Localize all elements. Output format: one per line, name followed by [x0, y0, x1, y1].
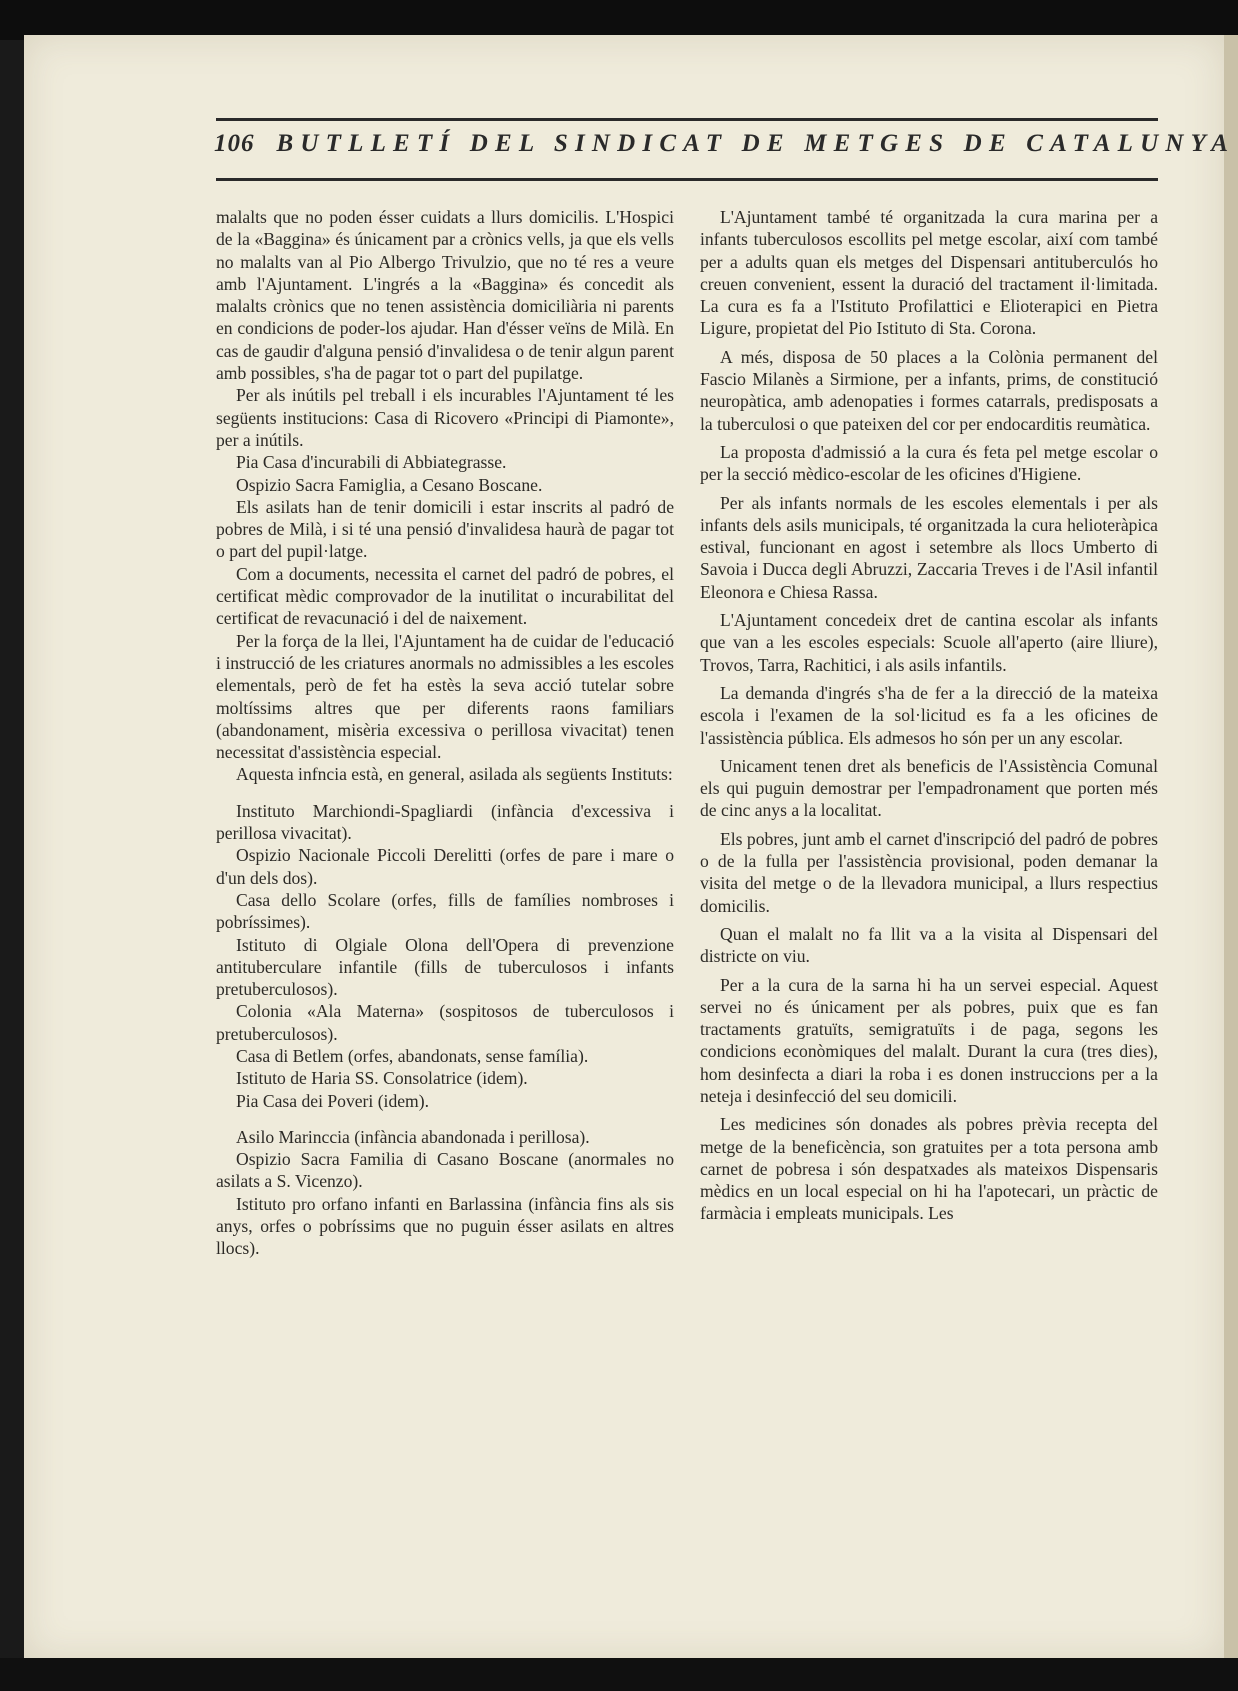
paragraph: Per la força de la llei, l'Ajuntament ha de cuidar de l'educació i instrucció de les criatures anormals no admissibles a les escoles elementals, però de fet ha estès la seva acció tutelar sobre moltíssims altres que per diferents raons familiars (abandonament, misèria excessiva o perillosa vivacitat) tenen necessitat d'assistència especial.: [216, 630, 674, 763]
paragraph: Unicament tenen dret als beneficis de l'Assistència Comunal els qui puguin demostrar per l'empadronament que porten més de cinc anys a la localitat.: [700, 755, 1158, 821]
paragraph: A més, disposa de 50 places a la Colònia permanent del Fascio Milanès a Sirmione, per a infants, prims, de constitució neuropàtica, amb adenopaties i formes catarrals, predisposats a la tuberculosi o que pateixen del cor per endocarditis reumàtica.: [700, 346, 1158, 434]
paragraph: Per als infants normals de les escoles elementals i per als infants dels asils municipals, té organitzada la cura helioteràpica estival, funcionant en agost i setembre als llocs Umberto di Savoia i Ducca degli Abruzzi, Zaccaria Treves i de l'Asil infantil Eleonora e Chiesa Rassa.: [700, 492, 1158, 602]
scan-top-border: [0, 0, 1238, 40]
list-item: Colonia «Ala Materna» (sospitosos de tuberculosos i pretuberculosos).: [216, 1001, 674, 1044]
paragraph: Aquesta infncia està, en general, asilada als següents Instituts:: [236, 764, 673, 785]
page-edge: [1224, 35, 1238, 1660]
page-number: 106: [214, 130, 255, 157]
list-item: Pia Casa dei Poveri (idem).: [236, 1090, 429, 1111]
paragraph: La demanda d'ingrés s'ha de fer a la direcció de la mateixa escola i l'examen de la sol·licitud es fa a les oficines de l'assistència pública. Els admesos ho són per un any escolar.: [700, 682, 1158, 748]
list-item: Istituto de Haria SS. Consolatrice (idem).: [236, 1068, 528, 1089]
header-rule-bottom: [216, 178, 1158, 181]
paragraph: L'Ajuntament concedeix dret de cantina escolar als infants que van a les escoles especials: Scuole all'aperto (aire lliure), Trovos, Tarra, Rachitici, i als asils infantils.: [700, 610, 1158, 675]
list-item: Asilo Marinccia (infància abandonada i perillosa).: [236, 1126, 590, 1147]
paragraph: Ospizio Sacra Famiglia, a Cesano Boscane.: [236, 474, 543, 495]
list-item: Casa dello Scolare (orfes, fills de famílies nombroses i pobríssimes).: [216, 889, 674, 933]
list-item: Casa di Betlem (orfes, abandonats, sense família).: [236, 1045, 589, 1066]
running-header: [214, 130, 1236, 170]
paragraph: Pia Casa d'incurabili di Abbiategrasse.: [236, 452, 507, 473]
paragraph: malalts que no poden ésser cuidats a llurs domicilis. L'Hospici de la «Baggina» és únicament par a crònics vells, ja que els vells no malalts van al Pio Albergo Trivulzio, que no té res a veure amb l'Ajuntament. L'ingrés a la «Baggina» és concedit als malalts crònics que no tenen assistència domiciliària ni parents en condicions de poder-los ajudar. Han d'ésser veïns de Milà. En cas de gaudir d'alguna pensió d'invalidesa o de tenir algun parent amb possibles, s'ha de pagar tot o part del pupilatge.: [216, 207, 674, 384]
list-item: Ospizio Sacra Familia di Casano Boscane (anormales no asilats a S. Vicenzo).: [216, 1149, 674, 1192]
paragraph: Els asilats han de tenir domicili i estar inscrits al padró de pobres de Milà, i si té una pensió d'invalidesa haurà de pagar tot o part del pupil·latge.: [216, 496, 674, 562]
paragraph: Els pobres, junt amb el carnet d'inscripció del padró de pobres o de la fulla per l'assistència provisional, poden demanar la visita del metge o de la llevadora municipal, a llurs respectius domicilis.: [700, 828, 1158, 916]
scan-bottom-border: [0, 1658, 1238, 1691]
left-column: [216, 206, 674, 1260]
paragraph: Com a documents, necessita el carnet del padró de pobres, el certificat mèdic comprovador de la inutilitat o incurabilitat del certificat de revacunació i del de naixement.: [216, 563, 674, 629]
paragraph: La proposta d'admissió a la cura és feta pel metge escolar o per la secció mèdico-escolar de les oficines d'Higiene.: [700, 441, 1158, 485]
list-item: Ospizio Nacionale Piccoli Derelitti (orfes de pare i mare o d'un dels dos).: [216, 845, 674, 888]
paragraph: Les medicines són donades als pobres prèvia recepta del metge de la beneficència, son gratuites per a tota persona amb carnet de pobresa i són despatxades als mateixos Dispensaris mèdics en un local especial on hi ha l'apotecari, un pràctic de farmàcia i empleats municipals. Les: [700, 1114, 1158, 1224]
journal-title: BUTLLETÍ DEL SINDICAT DE METGES DE CATALUNYA: [276, 130, 1236, 157]
list-item: Instituto Marchiondi-Spagliardi (infància d'excessiva i perillosa vivacitat).: [216, 800, 674, 844]
paragraph: Per als inútils pel treball i els incurables l'Ajuntament té les següents institucions: Casa di Ricovero «Principi di Piamonte», per a inútils.: [216, 385, 674, 450]
paragraph: Per a la cura de la sarna hi ha un servei especial. Aquest servei no és únicament per als pobres, puix que es fan tractaments gratuïts, semigratuïts i de paga, segons les condicions econòmiques del malalt. Durant la cura (tres dies), hom desinfecta a diari la roba i es donen instruccions per a la neteja i desinfecció del seu domicili.: [700, 974, 1158, 1106]
paragraph: L'Ajuntament també té organitzada la cura marina per a infants tuberculosos escollits pel metge escolar, així com també per a adults quan els metges del Dispensari antituberculós ho creuen convenient, essent la duració del tractament il·limitada. La cura es fa a l'Istituto Profilattici e Elioterapici en Pietra Ligure, propietat del Pio Istituto di Sta. Corona.: [700, 207, 1158, 339]
right-column: [700, 206, 1158, 1225]
list-item: Istituto pro orfano infanti en Barlassina (infància fins als sis anys, orfes o pobríssims que no puguin ésser asilats en altres llocs).: [216, 1193, 674, 1259]
list-item: Istituto di Olgiale Olona dell'Opera di prevenzione antituberculare infantile (fills de tuberculosos i infants pretuberculosos).: [216, 934, 674, 1000]
paragraph: Quan el malalt no fa llit va a la visita al Dispensari del districte on viu.: [700, 923, 1158, 967]
header-rule-top: [216, 118, 1158, 121]
